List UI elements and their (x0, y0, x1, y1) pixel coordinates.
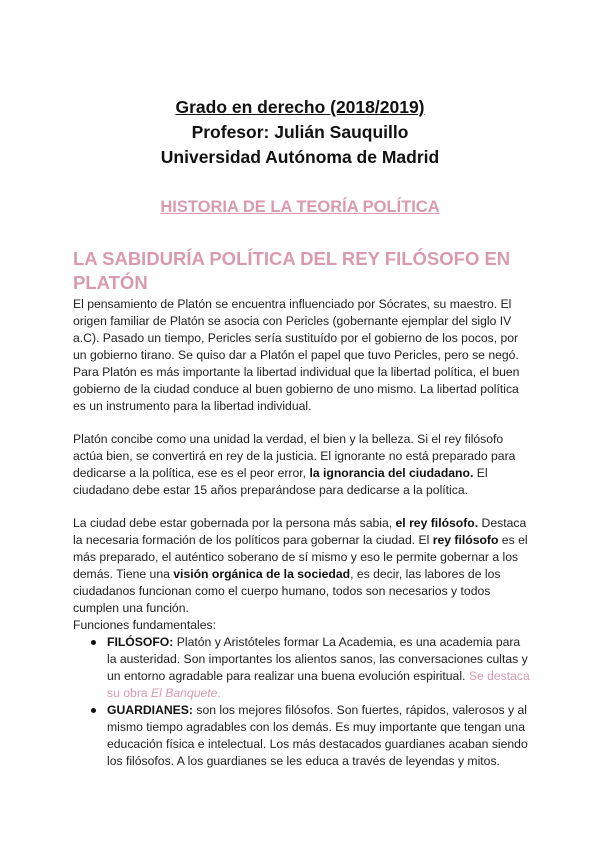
subject-title: HISTORIA DE LA TEORÍA POLÍTICA (160, 198, 440, 216)
funciones-list (73, 634, 533, 770)
list-note: Se destaca su obra (107, 669, 530, 700)
paragraph-3-bold-b: el rey filósofo. (395, 516, 479, 530)
list-item-guardianes (73, 702, 533, 770)
paragraph-3-bold-d: rey filósofo (432, 533, 499, 547)
section-heading: LA SABIDURÍA POLÍTICA DEL REY FILÓSOFO EN PLATÓN (73, 248, 511, 293)
paragraph-3-text-g: , es decir, las labores de los ciudadanos funcionan como el cuerpo humano, todos son necesarios y todos cumplen una función. (73, 567, 501, 615)
paragraph-3-text-c: Destaca la necesaria formación de los políticos para gobernar la ciudad. El (73, 516, 527, 547)
list-item-filosofo (73, 634, 533, 702)
list-term: FILÓSOFO: (107, 635, 174, 649)
university-line: Universidad Autónoma de Madrid (160, 147, 440, 167)
paragraph-1-text: El pensamiento de Platón se encuentra influenciado por Sócrates, su maestro. El origen familiar de Platón se asocia con Pericles (gobernante ejemplar del siglo IV a.C). Pasado un tiempo, Pericles sería sustituído por el gobierno de los pocos, por un gobierno tirano. Se quiso dar a Platón el papel que tuvo Pericles, pero se negó. Para Platón es más importante la libertad individual que la libertad política, el buen gobierno de la ciudad conduce al buen gobierno de uno mismo. La libertad política es un instrumento para la libertad individual. (73, 297, 520, 413)
funciones-label: Funciones fundamentales: (73, 618, 216, 632)
paragraph-3-text-e: es el más preparado, el auténtico soberano de sí mismo y eso le permite gobernar a los demás. Tiene una (73, 533, 528, 581)
paragraph-2 (73, 431, 533, 499)
list-text: son los mejores filósofos. Son fuertes, rápidos, valerosos y al mismo tiempo agradables con los demás. Es muy importante que tengan una educación física e intelectual. Los más destacados guardianes acaban siendo los filósofos. A los guardianes se les educa a través de leyendas y mitos. (107, 703, 528, 768)
paragraph-3-bold-f: visión orgánica de la sociedad (173, 567, 351, 581)
list-note-work: El Banquete (151, 686, 218, 700)
paragraph-2-text-a: Platón concibe como una unidad la verdad, el bien y la belleza. Si el rey filósofo actúa bien, se convertirá en rey de la justicia. El ignorante no está preparado para dedicarse a la política, ese es el peor error, (73, 432, 516, 480)
course-title: Grado en derecho (2018/2019) (175, 97, 425, 117)
paragraph-1 (73, 296, 533, 415)
bullet-icon (91, 640, 96, 645)
list-term: GUARDIANES: (107, 703, 193, 717)
list-text: Platón y Aristóteles formar La Academia, es una academia para la austeridad. Son importantes los alientos sanos, las conversaciones cultas y un entorno agradable para realizar una buena evolución espiritual. (107, 635, 528, 683)
bullet-icon (91, 708, 96, 713)
paragraph-3-text-a: La ciudad debe estar gobernada por la persona más sabia, (73, 516, 396, 530)
paragraph-3 (73, 515, 533, 770)
paragraph-2-bold: la ignorancia del ciudadano. (309, 466, 474, 480)
paragraph-2-text-c: El ciudadano debe estar 15 años preparándose para dedicarse a la política. (73, 466, 488, 497)
list-note-end: . (217, 686, 221, 700)
professor-line: Profesor: Julián Sauquillo (191, 122, 409, 142)
